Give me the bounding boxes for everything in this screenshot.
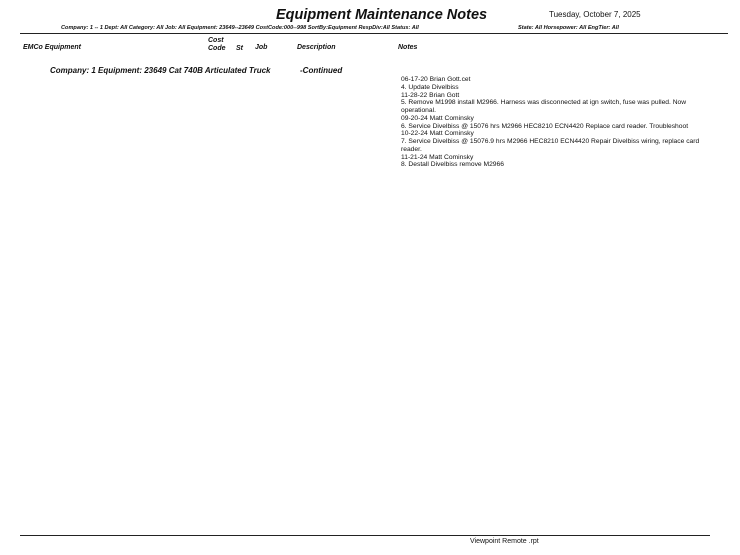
report-source: Viewpoint Remote .rpt bbox=[470, 538, 539, 545]
note-line: 6. Service Divelbiss @ 15076 hrs M2966 HEC8210 ECN4420 Replace card reader. Troubleshoot bbox=[401, 122, 689, 130]
column-header-job: Job bbox=[255, 44, 268, 51]
note-line: 09-20-24 Matt Cominsky bbox=[401, 114, 474, 122]
report-filters-extra: State: All Horsepower: All EngTier: All bbox=[518, 25, 619, 31]
group-heading: Company: 1 Equipment: 23649 Cat 740B Articulated Truck bbox=[50, 66, 271, 75]
note-line: 10-22-24 Matt Cominsky bbox=[401, 130, 474, 138]
report-filters: Company: 1 -- 1 Dept: All Category: All Job: All Equipment: 23649--23649 CostCode:000--998 SortBy:Equipment RespDiv:All Status: All bbox=[61, 25, 419, 31]
note-line: 11-28-22 Brian Gott bbox=[401, 91, 460, 99]
footer-divider bbox=[20, 535, 710, 536]
note-line: 11-21-24 Matt Cominsky bbox=[401, 153, 474, 161]
report-title: Equipment Maintenance Notes bbox=[276, 7, 488, 23]
note-line: 8. Destall Divelbiss remove M2966 bbox=[401, 161, 504, 169]
report-date: Tuesday, October 7, 2025 bbox=[549, 10, 641, 19]
note-line: 4. Update Divelbiss bbox=[401, 83, 459, 91]
continued-label: -Continued bbox=[300, 66, 343, 75]
column-header-emco-equipment: EMCo Equipment bbox=[23, 44, 81, 51]
note-line: 7. Service Divelbiss @ 15076.9 hrs M2966 HEC8210 ECN4420 Repair Divelbiss wiring, replace card reader. bbox=[401, 138, 700, 153]
column-header-description: Description bbox=[297, 44, 336, 51]
header-divider bbox=[20, 33, 728, 34]
notes-list bbox=[401, 76, 713, 169]
note-line: 5. Remove M1998 install M2966. Harness was disconnected at ign switch, fuse was pulled. Now operational. bbox=[401, 99, 687, 114]
column-header-cost-code: Cost Code bbox=[208, 37, 226, 52]
column-header-notes: Notes bbox=[398, 44, 418, 51]
column-header-status: St bbox=[236, 45, 243, 52]
note-line: 06-17-20 Brian Gott.cet bbox=[401, 76, 471, 83]
